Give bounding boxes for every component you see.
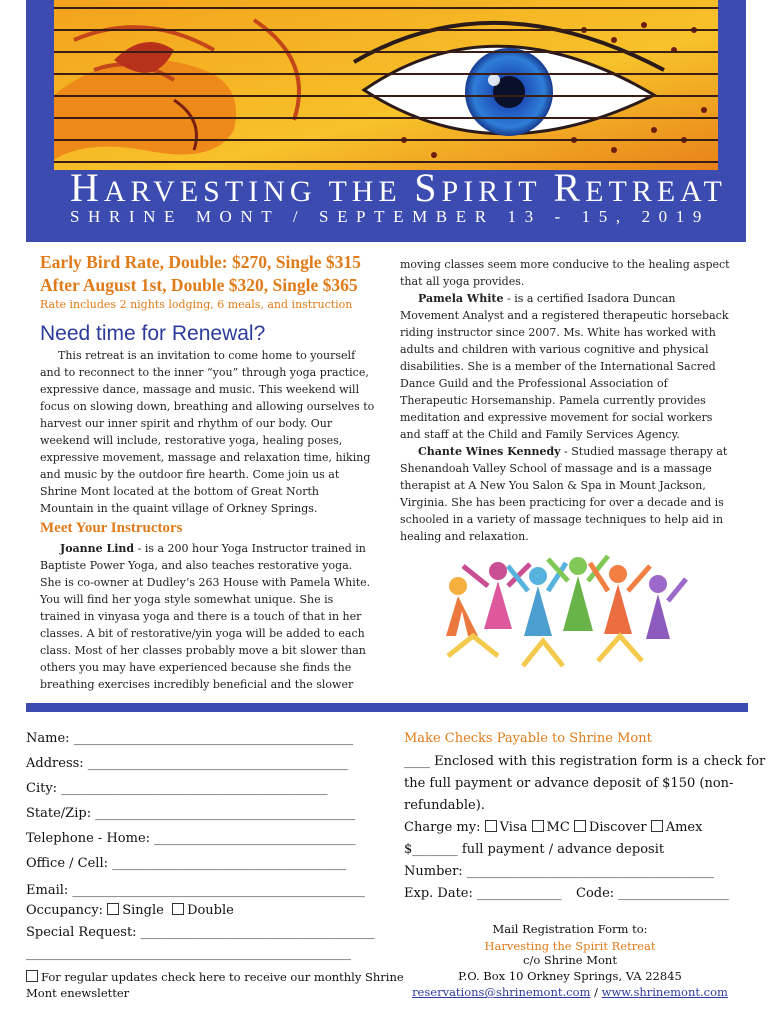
dancers-illustration	[428, 546, 696, 696]
amount-field[interactable]: $_______ full payment / advance deposit	[404, 842, 665, 857]
header-banner	[26, 0, 746, 242]
instructors-heading: Meet Your Instructors	[40, 520, 183, 536]
renewal-paragraph: This retreat is an invitation to come home to yourself and to reconnect to the inner “you” through yoga practice, expressive dance, massage and music. This weekend will focus on slowing down, breathing and allowing ourselves to harvest our inner spirit and rhythm of our body. Our weekend will include, restorative yoga, healing poses, expressive movement, massage and relaxation time, hiking and music by the outdoor fire hearth. Come join us at Shrine Mont located at the bottom of Great North Mountain in the quaint village of Orkney Springs.	[40, 349, 375, 515]
mail-care-of: c/o Shrine Mont	[523, 953, 617, 967]
rate-note: Rate includes 2 nights lodging, 6 meals, and instruction	[40, 298, 353, 311]
newsletter-option	[26, 970, 404, 984]
exp-date-field[interactable]: Exp. Date: _____________	[404, 886, 562, 901]
joanne-bio	[40, 540, 375, 693]
mail-retreat-name: Harvesting the Spirit Retreat	[484, 939, 656, 953]
joanne-continued: moving classes seem more conducive to the healing aspect that all yoga provides.	[400, 258, 730, 288]
state-zip-field[interactable]: State/Zip: ________________________________________	[26, 806, 356, 821]
occupancy-row	[26, 903, 234, 918]
address-field[interactable]: Address: ________________________________________	[26, 756, 348, 771]
mc-label: MC	[546, 820, 570, 835]
occupancy-label: Occupancy:	[26, 903, 104, 918]
newsletter-checkbox[interactable]	[26, 970, 38, 982]
early-bird-rate: Early Bird Rate, Double: $270, Single $315	[40, 252, 361, 272]
renewal-heading: Need time for Renewal?	[40, 322, 266, 345]
mc-checkbox[interactable]	[532, 820, 544, 832]
occupancy-single-label: Single	[122, 903, 164, 918]
chante-bio: Chante Wines Kennedy - Studied massage therapy at Shenandoah Valley School of massage and is a massage therapist at A New You Salon & Spa in Mount Jackson, Virginia. She has been practicing for over a decade and is schooled in a variety of massage techniques to help aid in healing and relaxation.	[400, 445, 728, 543]
newsletter-label: For regular updates check here to receive our monthly Shrine	[41, 970, 404, 984]
pamela-bio: Pamela White - is a certified Isadora Duncan Movement Analyst and a registered therapeutic horseback riding instructor since 2007. Ms. White has worked with adults and children with various cognitive and physical disabilities. She is a member of the International Sacred Dance Guild and the Professional Association of Therapeutic Horsemanship. Pamela currently provides meditation and expressive movement for social workers and staff at the Child and Family Services Agency.	[400, 292, 729, 441]
occupancy-double-label: Double	[187, 903, 234, 918]
joanne-text: - is a 200 hour Yoga Instructor trained in Baptiste Power Yoga, and also teaches restorative yoga. She is co-owner at Dudley’s 263 House with Pamela White. You will find her yoga style somewhat unique. She is trained in vinyasa yoga and there is a touch of that in her classes. A bit of restorative/yin yoga will be added to each class. Most of her classes probably move a bit slower than others you may have experienced because she finds the breathing exercises incredibly beneficial and the slower	[40, 542, 371, 691]
section-divider	[26, 703, 748, 712]
page-subtitle: SHRINE MONT / SEPTEMBER 13 - 15, 2019	[70, 207, 710, 226]
enclosed-line: ____ Enclosed with this registration form is a check for	[404, 754, 766, 769]
late-rate: After August 1st, Double $320, Single $365	[40, 275, 358, 295]
email-link[interactable]: reservations@shrinemont.com	[412, 985, 591, 999]
amex-checkbox[interactable]	[651, 820, 663, 832]
visa-label: Visa	[499, 820, 528, 835]
card-number-field[interactable]: Number: ______________________________________	[404, 864, 714, 879]
occupancy-single-checkbox[interactable]	[107, 903, 119, 915]
newsletter-label-line2: Mont enewsletter	[26, 986, 130, 1000]
enclosed-blank[interactable]: ____	[404, 754, 430, 769]
special-request-field[interactable]: Special Request: ____________________________________	[26, 925, 375, 940]
charge-label: Charge my:	[404, 820, 481, 835]
discover-checkbox[interactable]	[574, 820, 586, 832]
instructors-continued	[400, 256, 730, 545]
mail-address: P.O. Box 10 Orkney Springs, VA 22845	[458, 969, 682, 983]
enclosed-line-3: refundable).	[404, 798, 485, 813]
special-request-line[interactable]: __________________________________________________	[26, 946, 351, 961]
contact-links: reservations@shrinemont.com / www.shrinemont.com	[412, 985, 728, 999]
joanne-name: Joanne Lind	[60, 542, 135, 555]
name-field[interactable]: Name: ___________________________________________	[26, 731, 354, 746]
office-cell-field[interactable]: Office / Cell: ____________________________________	[26, 856, 347, 871]
pamela-name: Pamela White	[418, 292, 504, 305]
visa-checkbox[interactable]	[485, 820, 497, 832]
chante-name: Chante Wines Kennedy	[418, 445, 561, 458]
enclosed-line-2: the full payment or advance deposit of $150 (non-	[404, 776, 734, 791]
page-title: HARVESTING THE SPIRIT RETREAT	[70, 165, 727, 210]
charge-row	[404, 820, 702, 835]
payment-heading: Make Checks Payable to Shrine Mont	[404, 731, 652, 746]
mail-heading: Mail Registration Form to:	[492, 922, 648, 936]
eye-artwork	[54, 0, 718, 170]
city-field[interactable]: City: _________________________________________	[26, 781, 328, 796]
discover-label: Discover	[588, 820, 647, 835]
amex-label: Amex	[665, 820, 703, 835]
telephone-field[interactable]: Telephone - Home: _______________________________	[26, 831, 356, 846]
website-link[interactable]: www.shrinemont.com	[601, 985, 728, 999]
occupancy-double-checkbox[interactable]	[172, 903, 184, 915]
security-code-field[interactable]: Code: _________________	[576, 886, 729, 901]
email-field[interactable]: Email: _____________________________________________	[26, 883, 365, 898]
